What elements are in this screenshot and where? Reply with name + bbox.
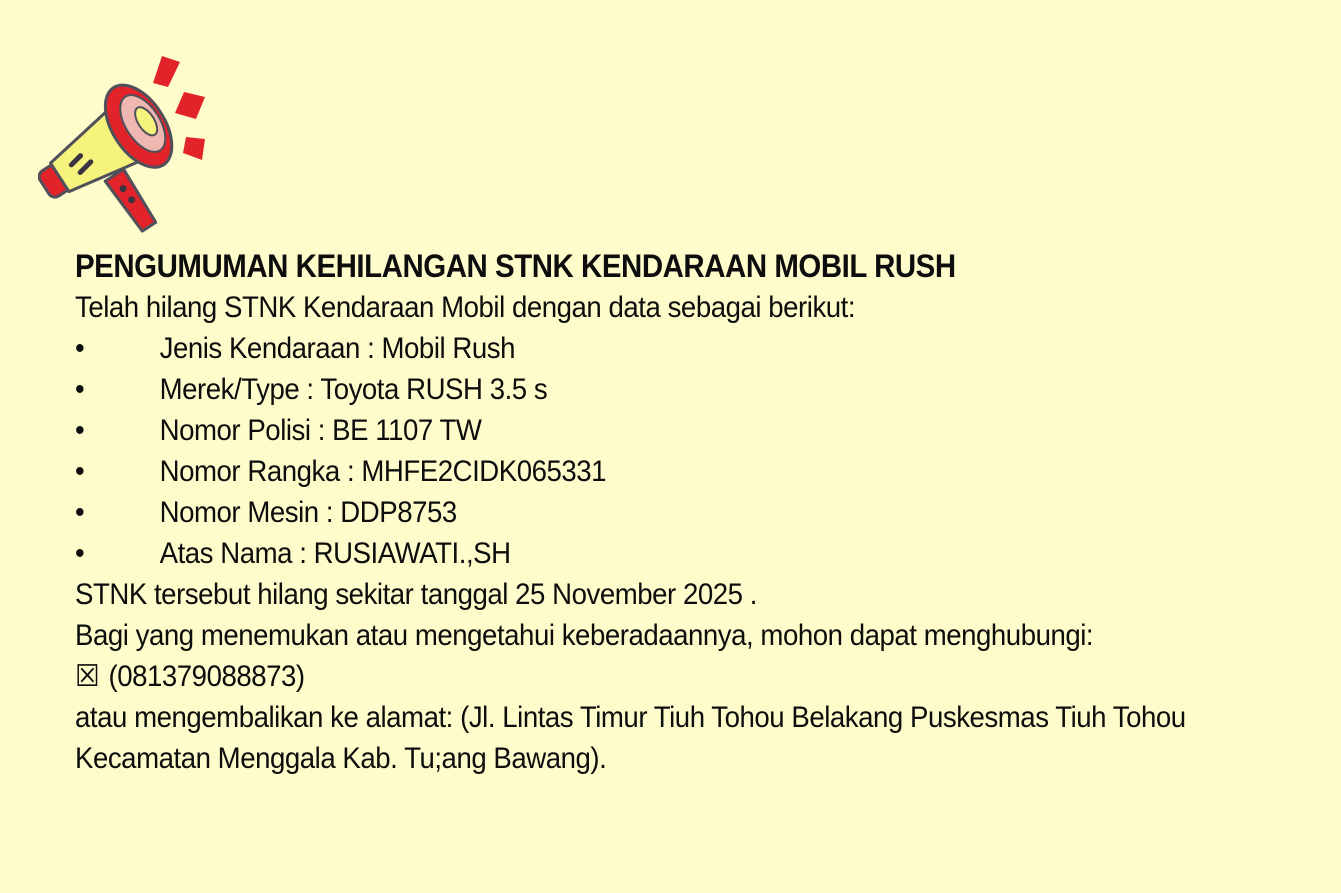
intro-line: Telah hilang STNK Kendaraan Mobil dengan data sebagai berikut: <box>75 291 856 324</box>
bullet-text: Jenis Kendaraan : Mobil Rush <box>159 332 515 365</box>
announcement-text <box>75 246 1186 779</box>
bullet-icon: • <box>75 537 85 570</box>
bullet-text: Nomor Polisi : BE 1107 TW <box>159 414 482 447</box>
bullet-item-atas-nama <box>75 533 1186 574</box>
bullet-item-nomor-polisi <box>75 410 1186 451</box>
bullet-text: Nomor Mesin : DDP8753 <box>159 496 457 529</box>
bullet-item-nomor-mesin <box>75 492 1186 533</box>
phone-line <box>75 656 1186 697</box>
announcement-title: PENGUMUMAN KEHILANGAN STNK KENDARAAN MOBIL RUSH <box>75 248 956 284</box>
megaphone-icon <box>38 52 233 237</box>
phone-number: (081379088873) <box>108 660 305 693</box>
bullet-text: Nomor Rangka : MHFE2CIDK065331 <box>159 455 607 488</box>
bullet-icon: • <box>75 373 85 406</box>
bullet-text: Atas Nama : RUSIAWATI.,SH <box>159 537 511 570</box>
contact-intro-line: Bagi yang menemukan atau mengetahui keberadaannya, mohon dapat menghubungi: <box>75 619 1094 652</box>
bullet-item-nomor-rangka <box>75 451 1186 492</box>
bullet-item-jenis-kendaraan <box>75 328 1186 369</box>
bullet-text: Merek/Type : Toyota RUSH 3.5 s <box>159 373 548 406</box>
bullet-item-merek-type <box>75 369 1186 410</box>
lost-date-line: STNK tersebut hilang sekitar tanggal 25 November 2025 . <box>75 578 757 611</box>
bullet-icon: • <box>75 332 85 365</box>
bullet-icon: • <box>75 496 85 529</box>
address-line-2: Kecamatan Menggala Kab. Tu;ang Bawang). <box>75 742 607 775</box>
phone-box-icon: ☒ <box>75 660 100 693</box>
bullet-icon: • <box>75 455 85 488</box>
bullet-icon: • <box>75 414 85 447</box>
address-line-1: atau mengembalikan ke alamat: (Jl. Lintas Timur Tiuh Tohou Belakang Puskesmas Tiuh Tohou <box>75 701 1186 734</box>
